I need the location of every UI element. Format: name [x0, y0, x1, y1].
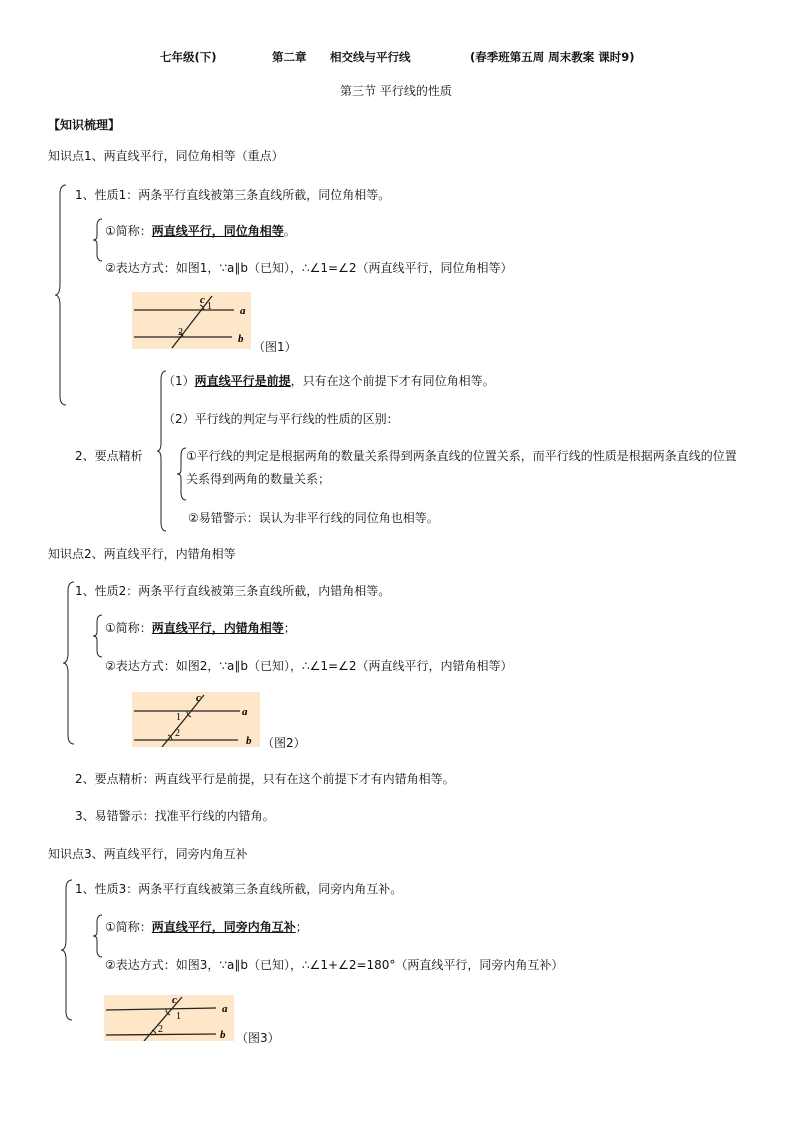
- kp1-key1-bold: 两直线平行是前提: [194, 374, 291, 388]
- kp1-key2-a-line2: 关系得到两角的数量关系；: [186, 472, 331, 486]
- kp3-short-bold: 两直线平行，同旁内角互补: [151, 920, 296, 934]
- figure-3: [104, 995, 234, 1041]
- kp1-key2-a-line1: ①平行线的判定是根据两角的数量关系得到两条直线的位置关系，而平行线的性质是根据两条直线的位置: [186, 449, 737, 463]
- fig3-label-b: b: [220, 1029, 226, 1041]
- kp3-inner-brace: [92, 914, 104, 958]
- kp3-title: 知识点3、两直线平行，同旁内角互补: [48, 847, 248, 861]
- kp1-outer-brace: [54, 184, 68, 406]
- fig3-label-a: a: [222, 1003, 228, 1015]
- kp1-key1-prefix: （1）: [163, 374, 195, 388]
- kp2-short-bold: 两直线平行，内错角相等: [151, 621, 284, 635]
- fig1-caption: （图1）: [253, 340, 297, 354]
- fig1-label-a: a: [240, 305, 246, 317]
- kp2-warning: 3、易错警示：找准平行线的内错角。: [75, 809, 275, 823]
- fig2-label-a: a: [242, 706, 248, 718]
- kp2-short-prefix: ①简称：: [105, 621, 152, 635]
- kp2-inner-brace: [92, 614, 104, 658]
- fig1-label-c: c: [200, 294, 205, 306]
- fig1-label-b: b: [238, 333, 244, 345]
- kp1-short-name: [105, 223, 296, 239]
- kp2-key: 2、要点精析：两直线平行是前提，只有在这个前提下才有内错角相等。: [75, 772, 455, 786]
- kp1-key-label: 2、要点精析: [75, 449, 143, 463]
- kp3-expression: ②表达方式：如图3，∵a∥b（已知），∴∠1+∠2=180°（两直线平行，同旁内角互补）: [105, 958, 564, 972]
- kp1-property: 1、性质1：两条平行直线被第三条直线所截，同位角相等。: [75, 188, 391, 202]
- fig3-label-c: c: [172, 995, 177, 1006]
- kp2-short-suffix: ；: [283, 621, 296, 635]
- kp2-outer-brace: [62, 581, 76, 745]
- kp3-property: 1、性质3：两条平行直线被第三条直线所截，同旁内角互补。: [75, 882, 403, 896]
- figure-2: [132, 692, 260, 747]
- kp1-short-suffix: 。: [283, 224, 296, 238]
- grade-label: 七年级(下): [160, 50, 217, 64]
- summary-heading: 【知识梳理】: [48, 118, 121, 132]
- fig1-label-2: 2: [178, 327, 183, 338]
- kp1-key1-suffix: ，只有在这个前提下才有同位角相等。: [290, 374, 495, 388]
- kp1-short-prefix: ①简称：: [105, 224, 152, 238]
- fig2-caption: （图2）: [262, 736, 306, 750]
- kp1-title: 知识点1、两直线平行，同位角相等（重点）: [48, 149, 284, 163]
- kp3-short-name: [105, 919, 308, 935]
- figure-1: [132, 292, 251, 349]
- kp2-property: 1、性质2：两条平行直线被第三条直线所截，内错角相等。: [75, 584, 391, 598]
- kp1-key-1: [163, 373, 495, 389]
- fig3-caption: （图3）: [236, 1031, 280, 1045]
- fig2-label-1: 1: [176, 712, 181, 723]
- chapter-title: 相交线与平行线: [330, 50, 411, 64]
- kp1-key2-b: ②易错警示：误认为非平行线的同位角也相等。: [188, 511, 439, 525]
- kp3-short-suffix: ；: [295, 920, 308, 934]
- kp2-short-name: [105, 620, 296, 636]
- fig1-label-1: 1: [207, 301, 212, 312]
- chapter-label: 第二章: [272, 50, 307, 64]
- kp2-title: 知识点2、两直线平行，内错角相等: [48, 547, 236, 561]
- fig2-label-c: c: [196, 692, 201, 704]
- kp1-inner-brace: [92, 218, 104, 262]
- fig2-label-b: b: [246, 735, 252, 747]
- kp1-short-bold: 两直线平行，同位角相等: [151, 224, 284, 238]
- kp3-short-prefix: ①简称：: [105, 920, 152, 934]
- kp2-expression: ②表达方式：如图2，∵a∥b（已知），∴∠1=∠2（两直线平行，内错角相等）: [105, 659, 513, 673]
- kp3-outer-brace: [60, 879, 74, 1021]
- kp1-expression: ②表达方式：如图1，∵a∥b（已知），∴∠1=∠2（两直线平行，同位角相等）: [105, 261, 513, 275]
- kp1-key-brace: [156, 370, 168, 532]
- figure-2-diagram: [132, 692, 260, 747]
- kp1-key-2: （2）平行线的判定与平行线的性质的区别：: [163, 412, 399, 426]
- figure-3-diagram: [104, 995, 234, 1041]
- figure-1-diagram: [132, 292, 251, 349]
- section-title: 第三节 平行线的性质: [340, 84, 452, 98]
- course-info: (春季班第五周 周末教案 课时9): [470, 50, 635, 64]
- fig2-label-2: 2: [175, 728, 180, 739]
- fig3-label-1: 1: [176, 1011, 181, 1022]
- fig3-label-2: 2: [158, 1024, 163, 1035]
